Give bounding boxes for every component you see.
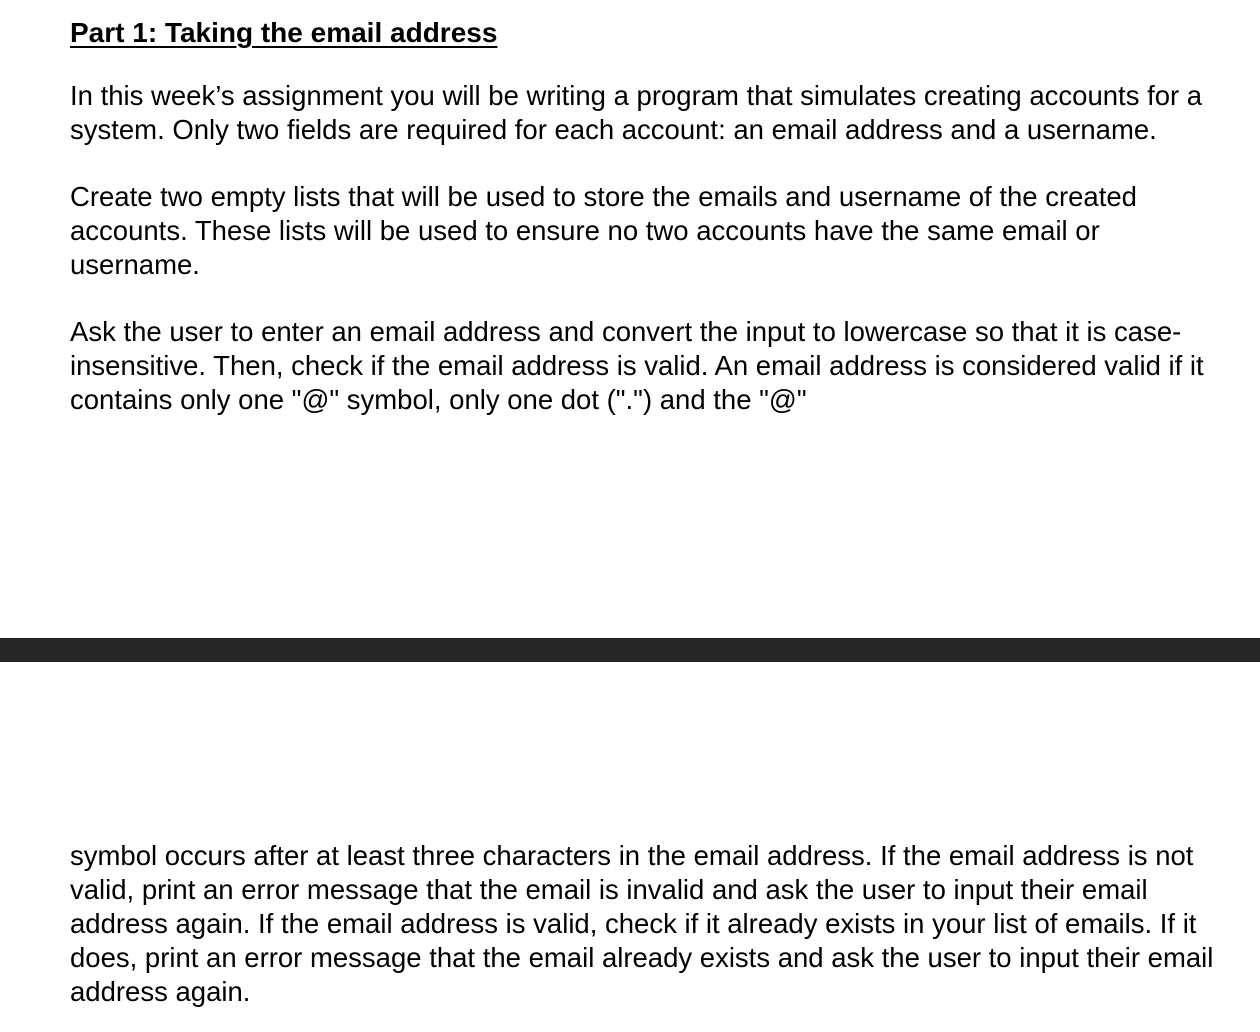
- paragraph-intro: In this week’s assignment you will be writing a program that simulates creating accounts for a system. Only two fields are required for each account: an email address and a username.: [70, 80, 1203, 145]
- section-heading: Part 1: Taking the email address: [70, 17, 498, 48]
- page-separator: [0, 638, 1260, 662]
- page-1-content: [70, 16, 1230, 417]
- paragraph-email-validation: Ask the user to enter an email address and convert the input to lowercase so that it is case-insensitive. Then, check if the email address is valid. An email address is considered valid if it contains only one "@" symbol, only one dot (".") and the "@": [70, 316, 1204, 415]
- paragraph-lists: Create two empty lists that will be used to store the emails and username of the created accounts. These lists will be used to ensure no two accounts have the same email or username.: [70, 181, 1137, 280]
- page-2-content: [70, 839, 1230, 1009]
- document-page-2: [0, 662, 1260, 1032]
- paragraph-continuation: symbol occurs after at least three characters in the email address. If the email address is not valid, print an error message that the email is invalid and ask the user to input their email address again. If the email address is valid, check if it already exists in your list of emails. If it does, print an error message that the email already exists and ask the user to input their email address again.: [70, 840, 1214, 1007]
